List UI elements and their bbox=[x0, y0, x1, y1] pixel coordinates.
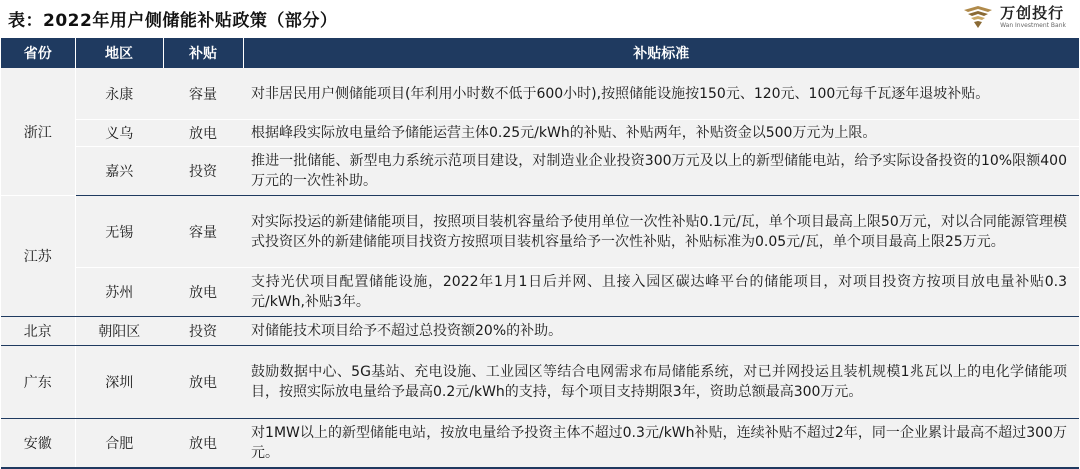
subsidy-type-cell: 容量 bbox=[163, 68, 243, 120]
standard-cell: 对1MW以上的新型储能电站，按放电量给予投资主体不超过0.3元/kWh补贴，连续补贴不超过2年，同一企业累计最高不超过300万元。 bbox=[243, 419, 1079, 469]
table-row bbox=[1, 346, 1079, 419]
table-row bbox=[1, 68, 1079, 120]
subsidy-type-cell: 放电 bbox=[163, 120, 243, 147]
header-region: 地区 bbox=[75, 38, 163, 68]
standard-cell: 推进一批储能、新型电力系统示范项目建设，对制造业企业投资300万元及以上的新型储能电站，给予实际设备投资的10%限额400万元的一次性补助。 bbox=[243, 147, 1079, 196]
region-cell: 永康 bbox=[75, 68, 163, 120]
standard-cell: 鼓励数据中心、5G基站、充电设施、工业园区等结合电网需求布局储能系统，对已并网投运且装机规模1兆瓦以上的电化学储能项目，按照实际放电量给予最高0.2元/kWh的支持，每个项目支持期限3年，资助总额最高300万元。 bbox=[243, 346, 1079, 419]
subsidy-policy-table bbox=[1, 38, 1079, 469]
region-cell: 苏州 bbox=[75, 268, 163, 317]
region-cell: 朝阳区 bbox=[75, 317, 163, 346]
table-title: 表：2022年用户侧储能补贴政策（部分） bbox=[8, 11, 338, 31]
province-cell: 浙江 bbox=[1, 68, 75, 196]
subsidy-type-cell: 容量 bbox=[163, 196, 243, 268]
table-row bbox=[1, 268, 1079, 317]
table-row bbox=[1, 317, 1079, 346]
header-standard: 补贴标准 bbox=[243, 38, 1079, 68]
subsidy-type-cell: 投资 bbox=[163, 147, 243, 196]
table-header-row bbox=[1, 38, 1079, 68]
province-cell: 北京 bbox=[1, 317, 75, 346]
table-row bbox=[1, 120, 1079, 147]
brand-name-cn: 万创投行 bbox=[1000, 3, 1065, 22]
table-row bbox=[1, 147, 1079, 196]
subsidy-type-cell: 放电 bbox=[163, 419, 243, 469]
standard-cell: 对实际投运的新建储能项目，按照项目装机容量给予使用单位一次性补贴0.1元/瓦，单个项目最高上限50万元，对以合同能源管理模式投资区外的新建储能项目找资方按照项目装机容量给予一次性补贴，补贴标准为0.05元/瓦，单个项目最高上限25万元。 bbox=[243, 196, 1079, 268]
standard-cell: 根据峰段实际放电量给予储能运营主体0.25元/kWh的补贴、补贴两年，补贴资金以500万元为上限。 bbox=[243, 120, 1079, 147]
header-province: 省份 bbox=[1, 38, 75, 68]
region-cell: 合肥 bbox=[75, 419, 163, 469]
standard-cell: 对非居民用户侧储能项目(年利用小时数不低于600小时),按照储能设施按150元、120元、100元每千瓦逐年退坡补贴。 bbox=[243, 68, 1079, 120]
region-cell: 深圳 bbox=[75, 346, 163, 419]
standard-cell: 支持光伏项目配置储能设施，2022年1月1日后并网、且接入园区碳达峰平台的储能项目，对项目投资方按项目放电量补贴0.3元/kWh,补贴3年。 bbox=[243, 268, 1079, 317]
province-cell: 广东 bbox=[1, 346, 75, 419]
province-cell: 江苏 bbox=[1, 196, 75, 317]
table-row bbox=[1, 419, 1079, 469]
header-subsidy: 补贴 bbox=[163, 38, 243, 68]
region-cell: 无锡 bbox=[75, 196, 163, 268]
subsidy-type-cell: 投资 bbox=[163, 317, 243, 346]
table-row bbox=[1, 196, 1079, 268]
brand-logo bbox=[962, 4, 1066, 30]
region-cell: 嘉兴 bbox=[75, 147, 163, 196]
brand-name-en: Wan Investment Bank bbox=[1000, 21, 1066, 29]
subsidy-type-cell: 放电 bbox=[163, 346, 243, 419]
region-cell: 义乌 bbox=[75, 120, 163, 147]
standard-cell: 对储能技术项目给予不超过总投资额20%的补助。 bbox=[243, 317, 1079, 346]
brand-logo-icon bbox=[962, 4, 994, 30]
subsidy-type-cell: 放电 bbox=[163, 268, 243, 317]
province-cell: 安徽 bbox=[1, 419, 75, 469]
